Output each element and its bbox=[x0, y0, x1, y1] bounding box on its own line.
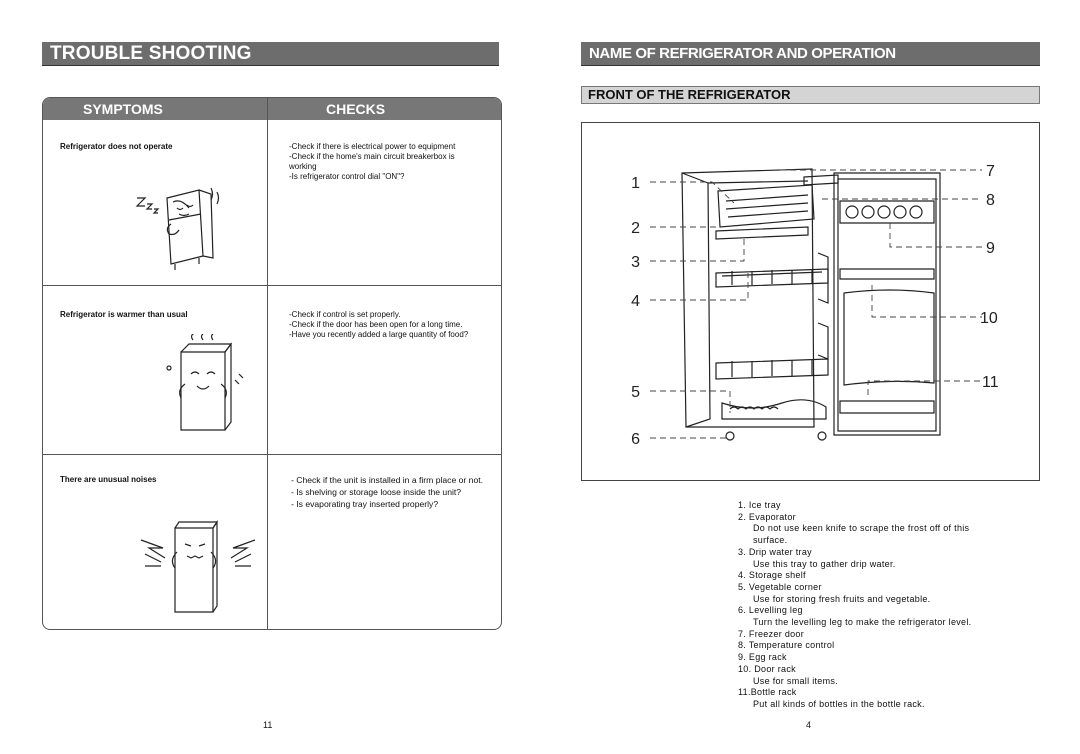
callout-10: 10 bbox=[980, 310, 998, 327]
legend-item: 5. Vegetable corner bbox=[738, 581, 822, 592]
refrigerator-door bbox=[834, 173, 940, 435]
door-rack bbox=[840, 269, 934, 279]
check-item: -Check if the door has been open for a long time. bbox=[289, 320, 463, 329]
legend-item: 2. Evaporator bbox=[738, 511, 796, 522]
egg-rack bbox=[840, 201, 934, 223]
legend-note: Use this tray to gather drip water. bbox=[753, 558, 896, 569]
name-of-refrigerator-title: NAME OF REFRIGERATOR AND OPERATION bbox=[581, 42, 1040, 66]
warm-fridge-illustration bbox=[155, 334, 265, 438]
check-item: -Have you recently added a large quantity of food? bbox=[289, 330, 469, 339]
legend-note: Turn the levelling leg to make the refrigerator level. bbox=[753, 617, 972, 628]
callout-9: 9 bbox=[986, 240, 995, 257]
check-item: -Check if control is set properly. bbox=[289, 310, 401, 319]
callout-8: 8 bbox=[986, 192, 995, 209]
bottle-rack-area bbox=[844, 290, 934, 385]
check-item: -Check if there is electrical power to equipment bbox=[289, 142, 456, 151]
legend-item: 8. Temperature control bbox=[738, 640, 835, 651]
callout-1: 1 bbox=[631, 175, 640, 192]
noisy-fridge-illustration bbox=[139, 518, 259, 616]
callout-11: 11 bbox=[982, 374, 999, 391]
callout-4: 4 bbox=[631, 293, 640, 310]
check-item: -Check if the home's main circuit breakerbox is bbox=[289, 152, 455, 161]
levelling-leg-left bbox=[726, 432, 734, 440]
callout-5: 5 bbox=[631, 384, 640, 401]
legend-note: Put all kinds of bottles in the bottle rack. bbox=[753, 698, 925, 709]
legend-item: 9. Egg rack bbox=[738, 652, 787, 663]
column-divider bbox=[267, 98, 268, 629]
checks-header: CHECKS bbox=[268, 98, 502, 120]
check-item: - Is evaporating tray inserted properly? bbox=[291, 499, 439, 509]
legend-item: 4. Storage shelf bbox=[738, 570, 806, 581]
check-item: - Is shelving or storage loose inside the unit? bbox=[291, 487, 462, 497]
symptom-1: Refrigerator does not operate bbox=[60, 142, 173, 151]
page-number-left: 11 bbox=[263, 720, 273, 730]
row-divider bbox=[43, 454, 501, 455]
callout-7: 7 bbox=[986, 163, 995, 180]
page-number-right: 4 bbox=[806, 720, 812, 730]
checks-3 bbox=[291, 474, 483, 510]
legend-note: Do not use keen knife to scrape the frost off of this bbox=[753, 523, 970, 534]
trouble-shooting-title: TROUBLE SHOOTING bbox=[42, 42, 499, 66]
trouble-shooting-table bbox=[42, 97, 502, 630]
symptoms-header: SYMPTOMS bbox=[43, 98, 267, 120]
row-divider bbox=[43, 285, 501, 286]
drip-water-tray bbox=[716, 227, 808, 239]
legend-item: 11.Bottle rack bbox=[738, 687, 797, 698]
sleeping-fridge-illustration bbox=[129, 178, 239, 278]
levelling-leg-right bbox=[818, 432, 826, 440]
legend-note: Use for small items. bbox=[753, 675, 839, 686]
callout-3: 3 bbox=[631, 254, 640, 271]
bottle-rack bbox=[840, 401, 934, 413]
legend-item: 6. Levelling leg bbox=[738, 605, 803, 616]
legend-note: surface. bbox=[753, 535, 788, 546]
callout-2: 2 bbox=[631, 220, 640, 237]
callout-6: 6 bbox=[631, 431, 640, 448]
check-item: - Check if the unit is installed in a firm place or not. bbox=[291, 475, 484, 485]
checks-2 bbox=[289, 310, 468, 340]
checks-1 bbox=[289, 142, 455, 182]
check-item: -Is refrigerator control dial "ON"? bbox=[289, 172, 405, 181]
symptom-3: There are unusual noises bbox=[60, 475, 157, 484]
legend-note: Use for storing fresh fruits and vegetable. bbox=[753, 593, 931, 604]
refrigerator-front-diagram bbox=[582, 123, 1039, 480]
front-of-refrigerator-subtitle: FRONT OF THE REFRIGERATOR bbox=[581, 86, 1040, 104]
parts-legend bbox=[738, 500, 971, 711]
legend-item: 1. Ice tray bbox=[738, 500, 781, 510]
symptom-2: Refrigerator is warmer than usual bbox=[60, 310, 188, 319]
check-item: working bbox=[289, 162, 317, 171]
legend-item: 3. Drip water tray bbox=[738, 546, 812, 557]
freezer-door bbox=[804, 175, 838, 185]
legend-item: 7. Freezer door bbox=[738, 628, 805, 639]
legend-item: 10. Door rack bbox=[738, 663, 796, 674]
